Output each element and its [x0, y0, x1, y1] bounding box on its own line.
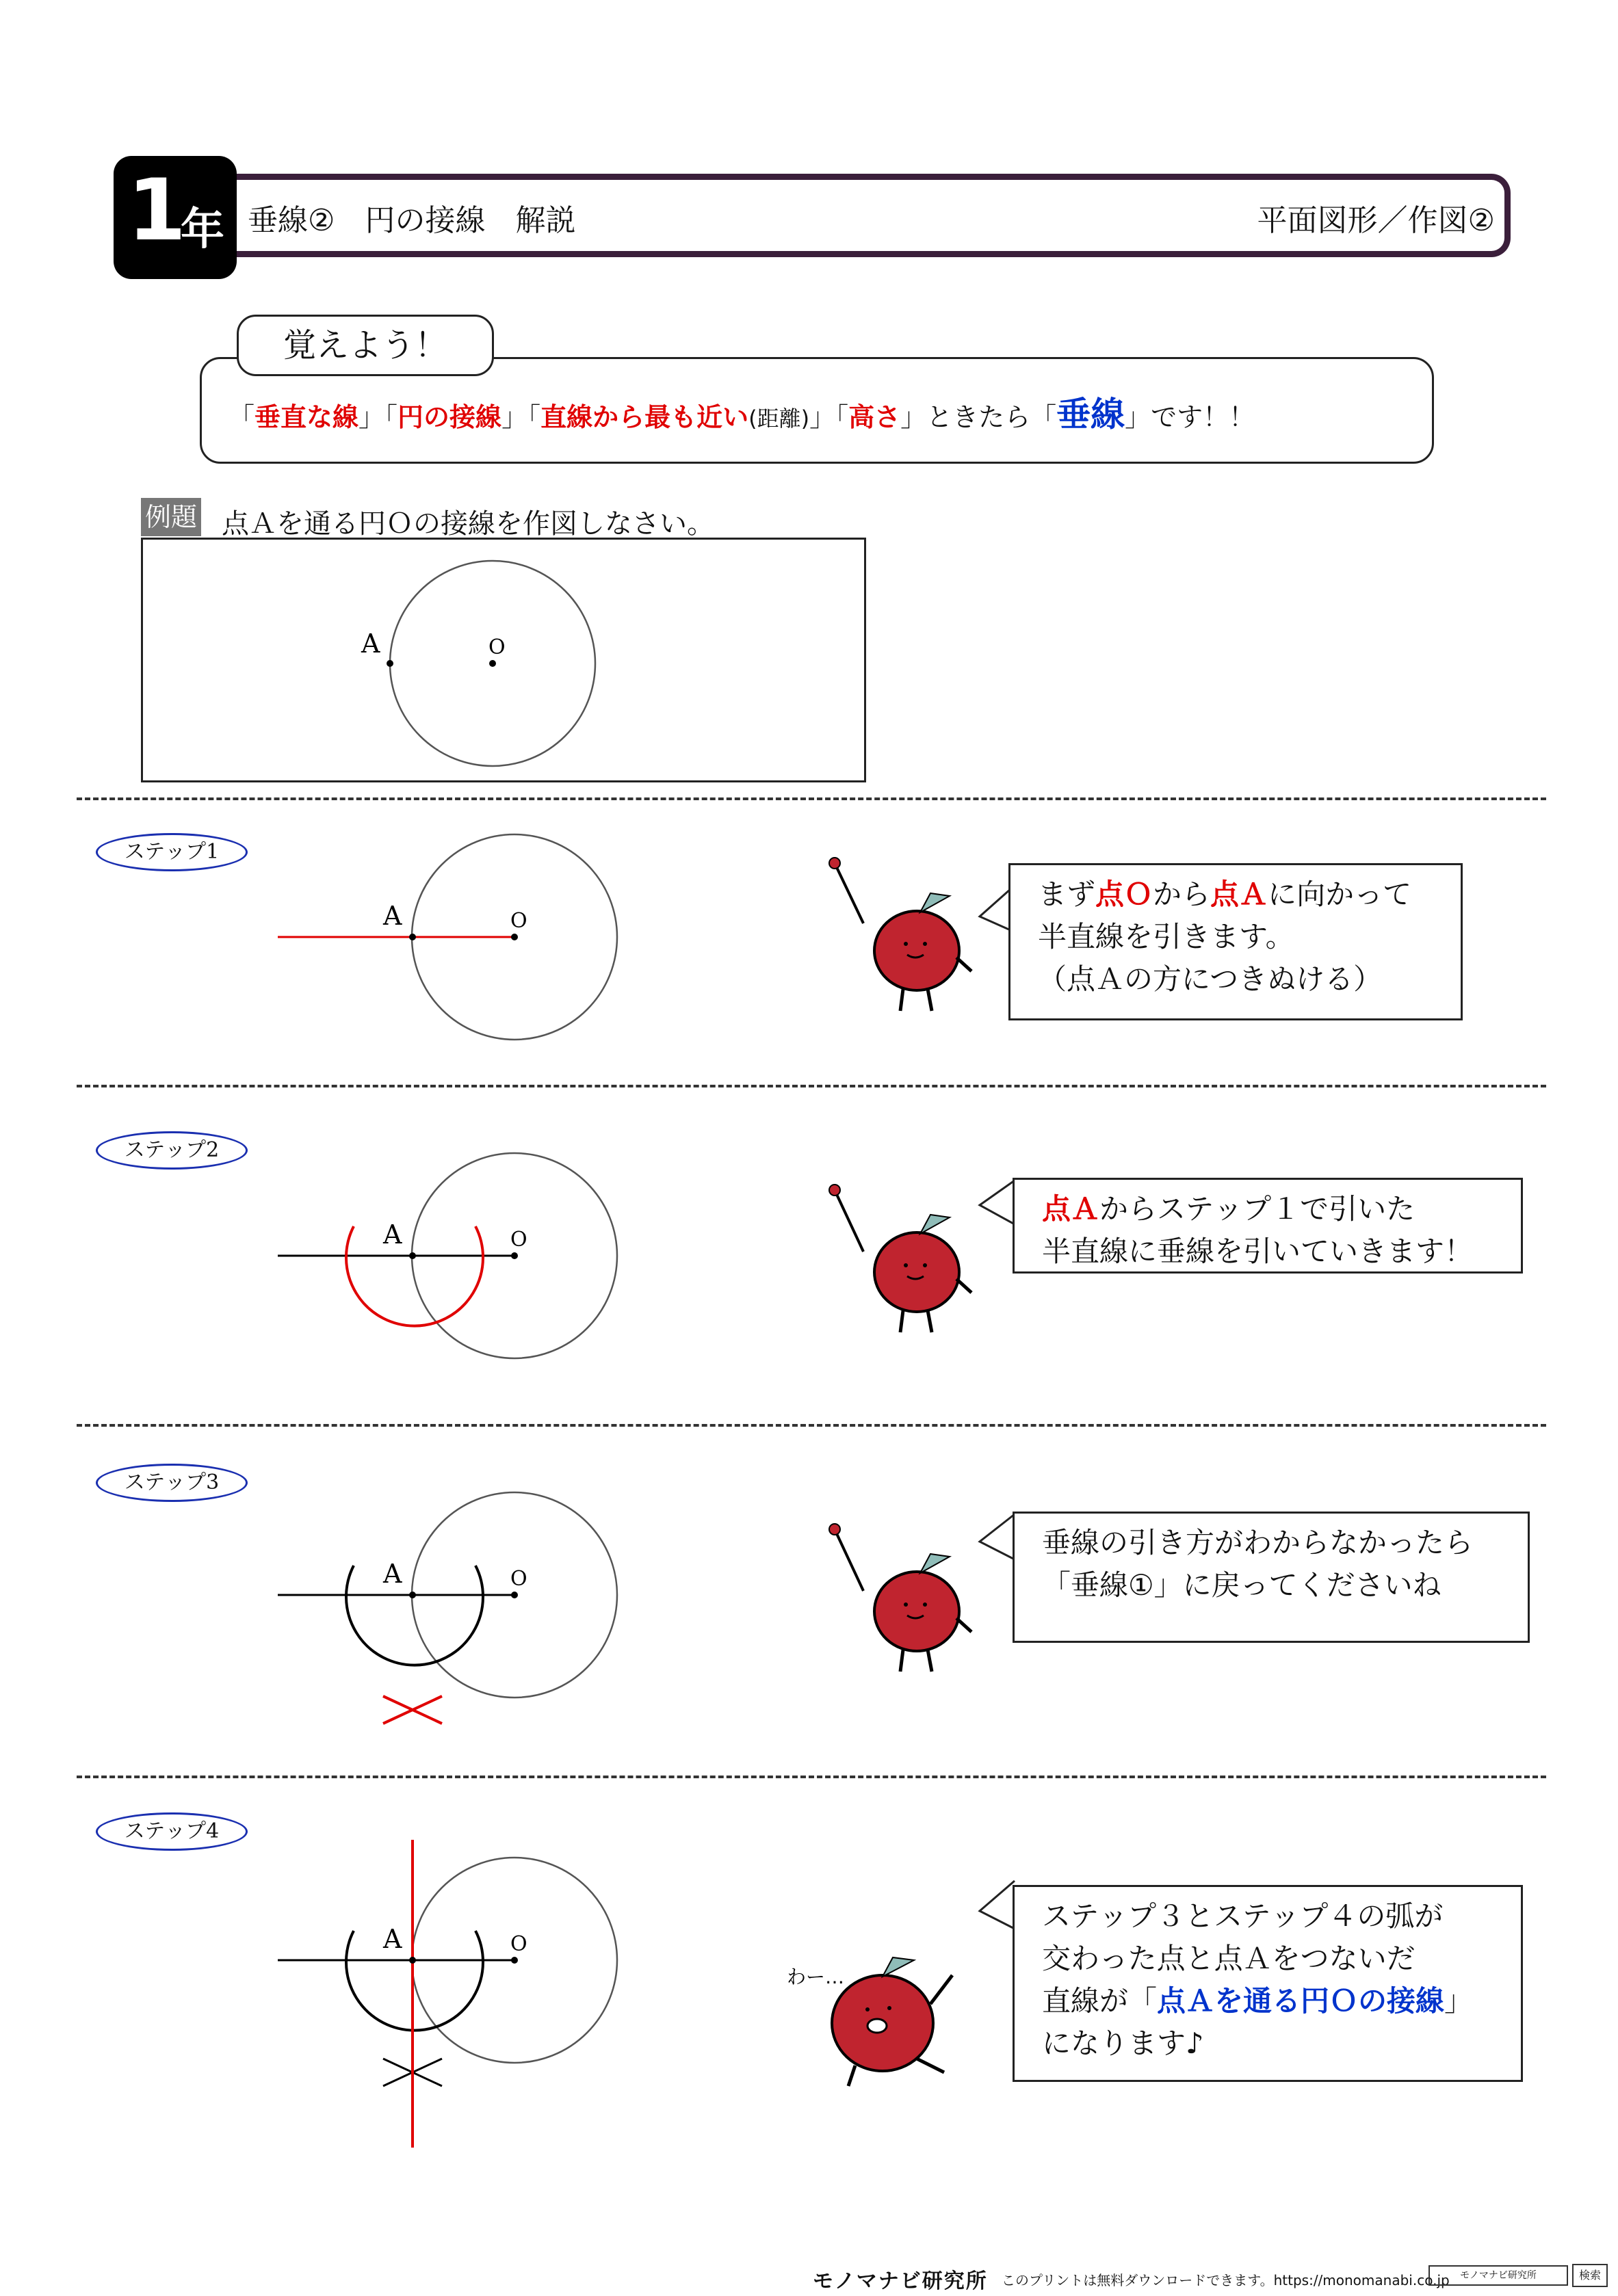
grade-number: 1 [127, 161, 187, 260]
point-a [387, 660, 393, 667]
svg-text:O: O [510, 909, 527, 933]
footer-search-button: 検索 [1572, 2264, 1608, 2287]
bubble-tail-3 [980, 1514, 1015, 1559]
step4-figure [278, 1840, 617, 2148]
svg-text:A: A [383, 1559, 402, 1589]
grade-unit: 年 [181, 204, 224, 255]
bubble-tail-2 [980, 1180, 1015, 1224]
step1-bubble: まず点Ｏから点Ａに向かって 半直線を引きます。 （点Ａの方につきぬける） [1008, 863, 1463, 1020]
footer-note: このプリントは無料ダウンロードできます。https://monomanabi.co.jp [1002, 2272, 1450, 2288]
label-a: A [361, 629, 380, 659]
step4-bubble: ステップ３とステップ４の弧が 交わった点と点Ａをつないだ 直線が「点Ａを通る円Ｏの接線」 になります♪ [1013, 1885, 1523, 2082]
step3-bubble: 垂線の引き方がわからなかったら 「垂線①」に戻ってくださいね [1013, 1512, 1530, 1643]
page-category: 平面図形／作図② [1257, 203, 1495, 238]
step-label-2: ステップ2 [96, 1131, 248, 1170]
bubble-tail-4 [980, 1881, 1015, 1929]
page-title: 垂線② 円の接線 解説 [248, 203, 576, 238]
step1-figure [278, 834, 617, 1040]
svg-text:A: A [383, 1924, 402, 1954]
svg-text:O: O [510, 1932, 527, 1956]
divider [77, 1424, 1546, 1427]
remember-tab: 覚えよう！ [237, 315, 494, 376]
step3-figure [278, 1492, 617, 1724]
apple-character-2 [829, 1185, 971, 1332]
point-o [489, 660, 496, 667]
svg-text:O: O [510, 1567, 527, 1591]
apple-character-4 [787, 1957, 952, 2086]
svg-text:A: A [383, 1219, 402, 1250]
apple-exclaim: わー… [787, 1966, 845, 1988]
step-label-1: ステップ1 [96, 833, 248, 871]
footer-logo: モノマナビ研究所 [813, 2269, 988, 2293]
footer-search-box: モノマナビ研究所 [1428, 2265, 1568, 2286]
svg-text:O: O [510, 1228, 527, 1252]
step-label-3: ステップ3 [96, 1464, 248, 1502]
apple-character-3 [829, 1524, 971, 1672]
label-o: O [488, 635, 506, 659]
divider [77, 1776, 1546, 1778]
divider [77, 1085, 1546, 1087]
example-figure [361, 561, 595, 766]
step-label-4: ステップ4 [96, 1812, 248, 1851]
divider [77, 797, 1546, 800]
grade-badge [114, 156, 237, 279]
step2-bubble: 点Ａからステップ１で引いた 半直線に垂線を引いていきます！ [1013, 1178, 1523, 1274]
remember-text: 「垂直な線」「円の接線」「直線から最も近い(距離)」「高さ」ときたら「垂線」です！！ [229, 395, 1255, 434]
bubble-tail-1 [980, 889, 1010, 930]
step2-figure [278, 1153, 617, 1358]
example-question: 点Ａを通る円Ｏの接線を作図しなさい。 [222, 508, 714, 540]
example-label: 例題 [141, 498, 201, 536]
svg-text:A: A [383, 901, 402, 931]
apple-character-1 [829, 858, 971, 1011]
